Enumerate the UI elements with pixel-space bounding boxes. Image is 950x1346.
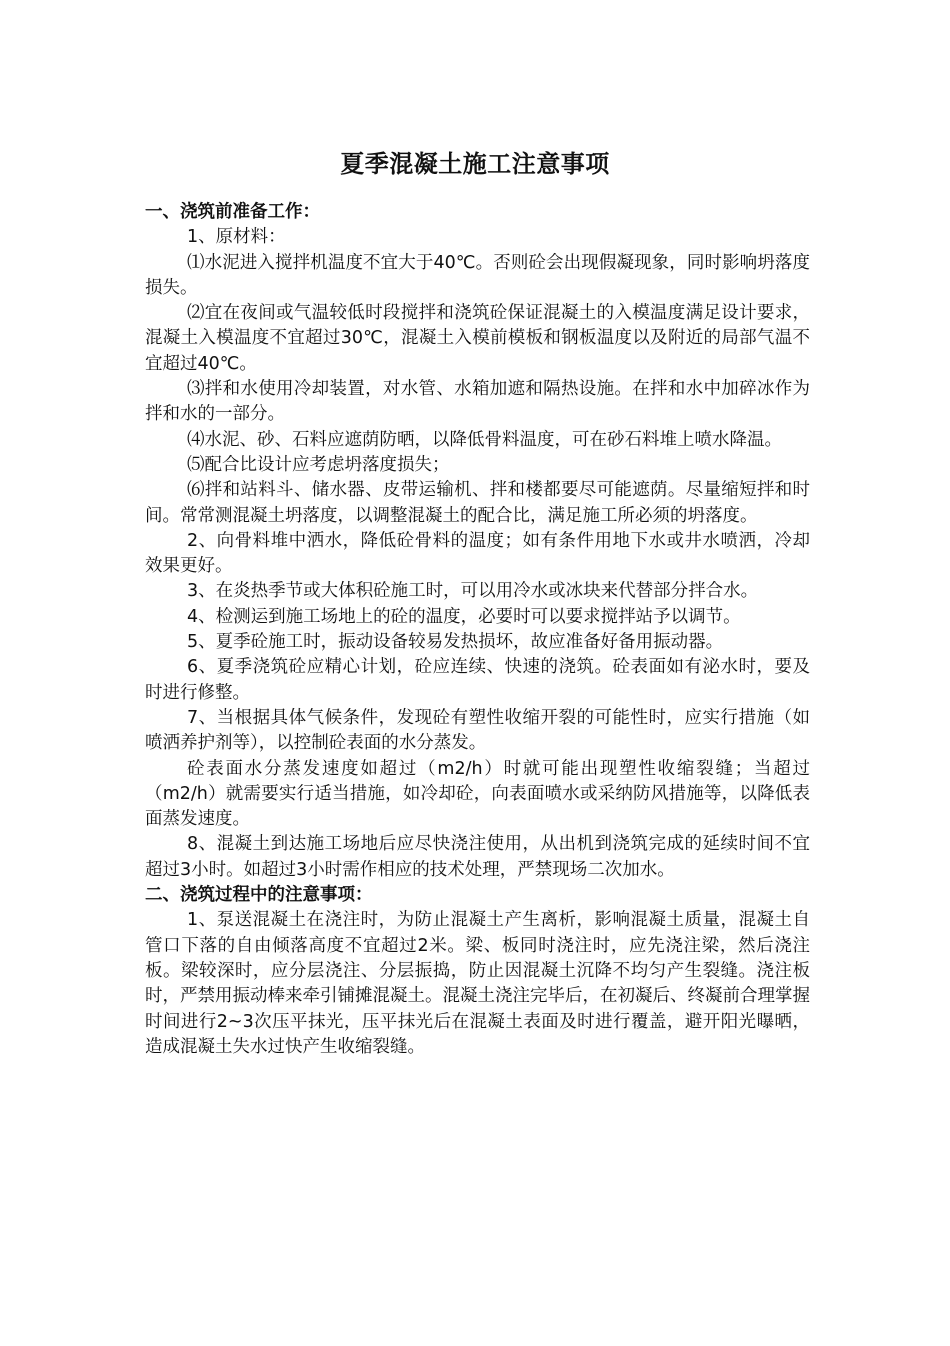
paragraph-raw-materials: 1、原材料： — [187, 227, 286, 248]
paragraph-item-3: 3、在炎热季节或大体积砼施工时，可以用冷水或冰块来代替部分拌合水。 — [187, 581, 759, 602]
document-body — [145, 200, 810, 1060]
paragraph-item-1-5: ⑸配合比设计应考虑坍落度损失； — [187, 454, 450, 475]
section-heading-2: 二、浇筑过程中的注意事项： — [145, 885, 373, 906]
paragraph-evaporation-note: 砼表面水分蒸发速度如超过（m2/h）时就可能出现塑性收缩裂缝；当超过（m2/h）就需要实行适当措施，如冷却砼，向表面喷水或采纳防风措施等，以降低表面蒸发速度。 — [145, 758, 810, 830]
paragraph-item-1-3: ⑶拌和水使用冷却装置，对水管、水箱加遮和隔热设施。在拌和水中加碎冰作为拌和水的一部分。 — [145, 379, 810, 425]
paragraph-item-2: 2、向骨料堆中洒水，降低砼骨料的温度；如有条件用地下水或井水喷洒，冷却效果更好。 — [145, 530, 810, 577]
document-title: 夏季混凝土施工注意事项 — [340, 150, 610, 178]
paragraph-item-5: 5、夏季砼施工时，振动设备较易发热损坏，故应准备好备用振动器。 — [187, 632, 724, 653]
paragraph-item-1-6: ⑹拌和站料斗、储水器、皮带运输机、拌和楼都要尽可能遮荫。尽量缩短拌和时间。常常测混凝土坍落度，以调整混凝土的配合比，满足施工所必须的坍落度。 — [145, 480, 810, 526]
paragraph-item-6: 6、夏季浇筑砼应精心计划，砼应连续、快速的浇筑。砼表面如有泌水时，要及时进行修整。 — [145, 657, 810, 703]
section-heading-1: 一、浇筑前准备工作： — [145, 202, 320, 222]
paragraph-pouring-1: 1、泵送混凝土在浇注时，为防止混凝土产生离析，影响混凝土质量，混凝土自管口下落的自由倾落高度不宜超过2米。梁、板同时浇注时，应先浇注梁，然后浇注板。梁较深时，应分层浇注、分层振捣，防止因混凝土沉降不均匀产生裂缝。浇注板时，严禁用振动棒来牵引铺摊混凝土。混凝土浇注完毕后，在初凝后、终凝前合理掌握时间进行2~3次压平抹光，压平抹光后在混凝土表面及时进行覆盖，避开阳光曝晒，造成混凝土失水过快产生收缩裂缝。 — [145, 910, 810, 1057]
paragraph-item-7: 7、当根据具体气候条件，发现砼有塑性收缩开裂的可能性时，应实行措施（如喷洒养护剂等），以控制砼表面的水分蒸发。 — [145, 707, 810, 754]
paragraph-item-1-4: ⑷水泥、砂、石料应遮荫防晒，以降低骨料温度，可在砂石料堆上喷水降温。 — [187, 429, 782, 450]
paragraph-item-8: 8、混凝土到达施工场地后应尽快浇注使用，从出机到浇筑完成的延续时间不宜超过3小时。如超过3小时需作相应的技术处理，严禁现场二次加水。 — [145, 834, 810, 880]
paragraph-item-1-1: ⑴水泥进入搅拌机温度不宜大于40℃。否则砼会出现假凝现象，同时影响坍落度损失。 — [145, 252, 810, 298]
paragraph-item-1-2: ⑵宜在夜间或气温较低时段搅拌和浇筑砼保证混凝土的入模温度满足设计要求，混凝土入模温度不宜超过30℃，混凝土入模前模板和钢板温度以及附近的局部气温不宜超过40℃。 — [145, 303, 810, 374]
paragraph-item-4: 4、检测运到施工场地上的砼的温度，必要时可以要求搅拌站予以调节。 — [187, 606, 741, 627]
